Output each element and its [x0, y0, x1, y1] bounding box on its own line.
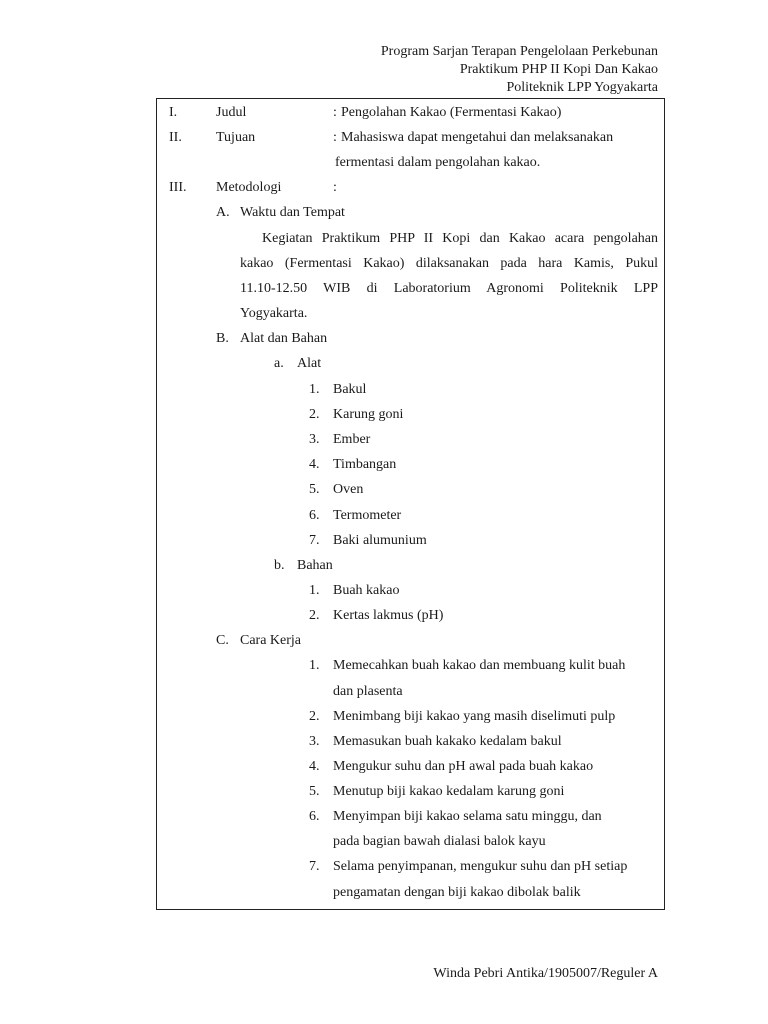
- paragraph-line-3: 11.10-12.50 WIB di Laboratorium Agronomi Politeknik LPP: [240, 281, 658, 296]
- step-text: Menutup biji kakao kedalam karung goni: [333, 784, 565, 799]
- step-text: Menimbang biji kakao yang masih diselimuti pulp: [333, 709, 616, 724]
- section-number-tujuan: II.: [169, 130, 182, 145]
- step-number: 4.: [309, 759, 320, 774]
- step-text: Mengukur suhu dan pH awal pada buah kakao: [333, 759, 594, 774]
- subsection-letter-waktu: A.: [216, 205, 230, 220]
- step-text-continued: pengamatan dengan biji kakao dibolak balik: [333, 885, 581, 900]
- header-line-3: Politeknik LPP Yogyakarta: [506, 80, 658, 95]
- step-text: Memecahkan buah kakao dan membuang kulit buah: [333, 658, 626, 673]
- paragraph-line-1: Kegiatan Praktikum PHP II Kopi dan Kakao acara pengolahan: [262, 231, 658, 246]
- section-label-metodologi: Metodologi: [216, 180, 282, 195]
- step-number: 1.: [309, 658, 320, 673]
- alat-item-text: Ember: [333, 432, 371, 447]
- alat-item-number: 3.: [309, 432, 320, 447]
- section-colon-tujuan: :: [333, 130, 337, 145]
- bahan-item-text: Kertas lakmus (pH): [333, 608, 444, 623]
- alat-item-number: 7.: [309, 533, 320, 548]
- step-number: 7.: [309, 859, 320, 874]
- section-label-tujuan: Tujuan: [216, 130, 256, 145]
- alat-letter: a.: [274, 356, 284, 371]
- alat-item-text: Baki alumunium: [333, 533, 427, 548]
- alat-title: Alat: [297, 356, 322, 371]
- section-colon-metodologi: :: [333, 180, 337, 195]
- section-number-metodologi: III.: [169, 180, 187, 195]
- alat-item-number: 4.: [309, 457, 320, 472]
- subsection-letter-alat-bahan: B.: [216, 331, 229, 346]
- section-number-judul: I.: [169, 105, 178, 120]
- bahan-item-number: 2.: [309, 608, 320, 623]
- bahan-letter: b.: [274, 558, 285, 573]
- header-line-1: Program Sarjan Terapan Pengelolaan Perkebunan: [380, 44, 658, 59]
- header-line-2: Praktikum PHP II Kopi Dan Kakao: [459, 62, 658, 77]
- section-value-tujuan-line-1: Mahasiswa dapat mengetahui dan melaksanakan: [341, 130, 614, 145]
- footer-author: Winda Pebri Antika/1905007/Reguler A: [433, 966, 658, 981]
- step-number: 6.: [309, 809, 320, 824]
- subsection-title-alat-bahan: Alat dan Bahan: [240, 331, 328, 346]
- alat-item-text: Timbangan: [333, 457, 397, 472]
- bahan-item-number: 1.: [309, 583, 320, 598]
- alat-item-number: 1.: [309, 382, 320, 397]
- section-label-judul: Judul: [216, 105, 247, 120]
- subsection-title-waktu: Waktu dan Tempat: [240, 205, 345, 220]
- section-value-judul: Pengolahan Kakao (Fermentasi Kakao): [341, 105, 562, 120]
- step-text: Selama penyimpanan, mengukur suhu dan pH setiap: [333, 859, 628, 874]
- alat-item-number: 2.: [309, 407, 320, 422]
- step-number: 3.: [309, 734, 320, 749]
- alat-item-number: 6.: [309, 508, 320, 523]
- alat-item-text: Bakul: [333, 382, 367, 397]
- bahan-item-text: Buah kakao: [333, 583, 400, 598]
- section-colon-judul: :: [333, 105, 337, 120]
- step-text-continued: pada bagian bawah dialasi balok kayu: [333, 834, 546, 849]
- bahan-title: Bahan: [297, 558, 333, 573]
- subsection-title-cara-kerja: Cara Kerja: [240, 633, 302, 648]
- alat-item-text: Oven: [333, 482, 364, 497]
- alat-item-text: Termometer: [333, 508, 402, 523]
- paragraph-line-2: kakao (Fermentasi Kakao) dilaksanakan pada hara Kamis, Pukul: [240, 256, 658, 271]
- subsection-letter-cara-kerja: C.: [216, 633, 229, 648]
- step-text: Menyimpan biji kakao selama satu minggu, dan: [333, 809, 602, 824]
- step-number: 2.: [309, 709, 320, 724]
- section-value-tujuan-line-2: fermentasi dalam pengolahan kakao.: [335, 155, 541, 170]
- alat-item-number: 5.: [309, 482, 320, 497]
- alat-item-text: Karung goni: [333, 407, 404, 422]
- step-number: 5.: [309, 784, 320, 799]
- step-text-continued: dan plasenta: [333, 684, 403, 699]
- paragraph-line-4: Yogyakarta.: [240, 306, 308, 321]
- step-text: Memasukan buah kakako kedalam bakul: [333, 734, 562, 749]
